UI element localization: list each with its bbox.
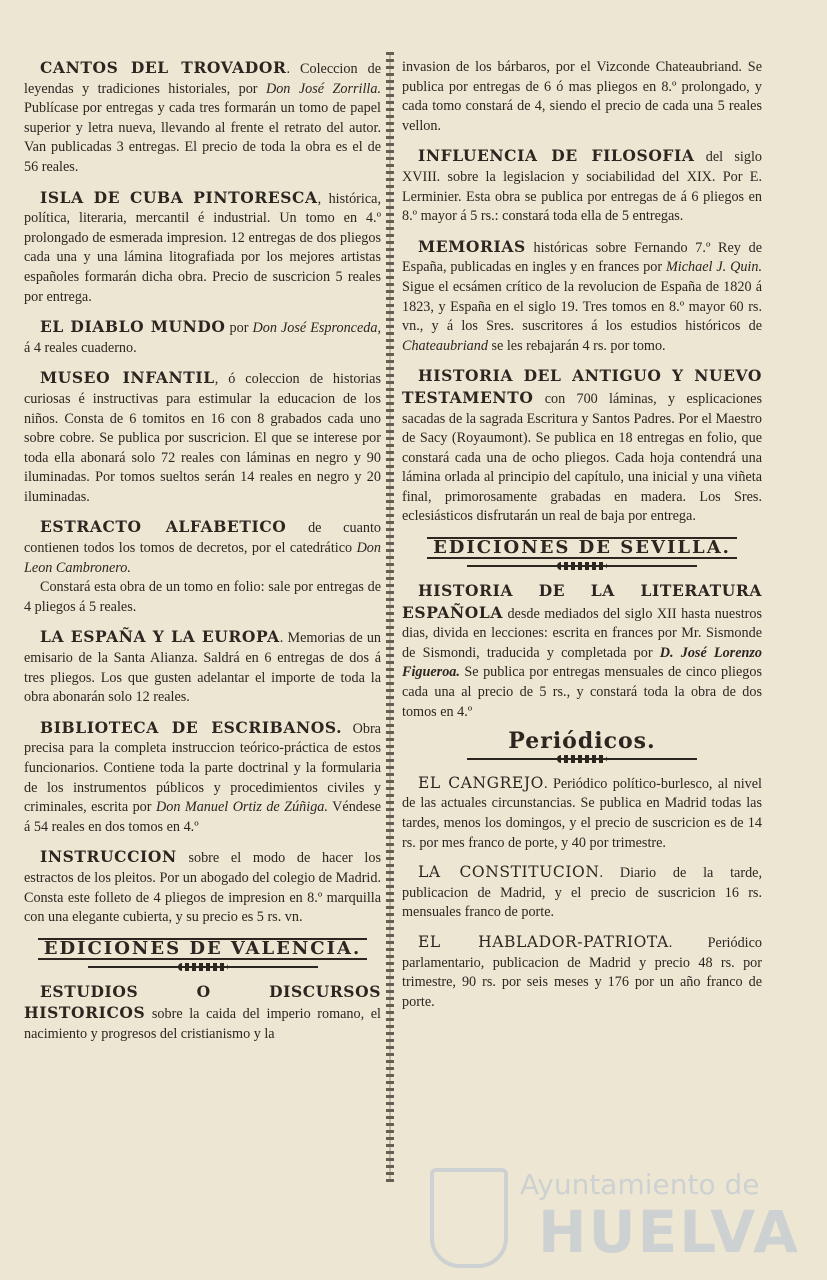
entry-text: invasion de los bárbaros, por el Vizconde Chateaubriand. Se publica por entregas de 6 ó mas pliegos en 8.º prolongado, y cada tomo constará de 4, siendo el precio de cada una 5 reales vellon. xyxy=(402,59,762,134)
entry-text: á 4 reales cuaderno. xyxy=(24,339,137,356)
entry-heading: ESTRACTO ALFABETICO xyxy=(40,517,287,537)
section-title-valencia: EDICIONES DE VALENCIA. xyxy=(24,938,381,960)
ornament-rule xyxy=(467,754,697,764)
entry-text: Sigue el ecsámen crítico de la revolucion de España de 1820 á 1823, y España en el siglo 19. Tres tomos en 8.º mayor 60 rs. vn., y á los Sres. suscritores á los estudios históricos de xyxy=(402,278,762,335)
entry-text: Obra precisa para la completa instruccion teórico-práctica de estos funcionarios. Contiene toda la parte doctrinal y la formularia de los instrumentos públicos y procedimientos civiles y criminales, escrita por xyxy=(24,720,381,816)
entry-heading: HISTORIA DEL ANTIGUO Y NUEVO TESTAMENTO xyxy=(402,366,762,407)
entry-heading: INFLUENCIA DE FILOSOFIA xyxy=(418,146,695,166)
left-column xyxy=(24,58,381,1055)
entry-text: . Diario de la tarde, publicacion de Madrid, y el precio de suscricion 16 rs. mensuales franco de porte. xyxy=(402,865,763,921)
entry-text: por xyxy=(225,320,253,337)
shield-icon xyxy=(430,1168,508,1268)
entry-author: Chateaubriand xyxy=(402,337,488,354)
entry-text: Se publica por entregas mensuales de cinco pliegos cada una al precio de 5 rs., y constará toda la obra de dos tomos en 4.º xyxy=(402,664,762,720)
entry-heading: INSTRUCCION xyxy=(40,847,177,867)
entry-historia-literatura xyxy=(402,581,762,722)
entry-author: D. José Lorenzo Figueroa. xyxy=(402,644,762,681)
entry-heading: MEMORIAS xyxy=(418,236,526,256)
entry-biblioteca-escribanos xyxy=(24,718,381,838)
entry-text: . Periódico político-burlesco, al nivel de las actuales circunstancias. Se publica en Madrid todas las tardes, menos los domingos, y el precio de suscricion es de 14 rs. por mes franco de porte, y 40 por trimestre. xyxy=(402,775,762,851)
entry-influencia-filosofia xyxy=(402,146,762,226)
entry-estracto-alfabetico xyxy=(24,517,381,617)
entry-instruccion xyxy=(24,847,381,927)
entry-continuation xyxy=(402,58,762,136)
entry-text: Publícase por entregas y cada tres formarán un tomo de papel superior y letra nueva, llevando al frente el retrato del autor. Van publicadas 3 entregas. El precio de toda la obra es el de 56 reales. xyxy=(24,100,381,175)
entry-text: históricas sobre Fernando 7.º Rey de España, publicadas en ingles y en frances por xyxy=(402,239,762,276)
entry-estudios-historicos xyxy=(24,982,381,1045)
entry-cantos-del-trovador xyxy=(24,58,381,178)
entry-heading: ESTUDIOS O DISCURSOS HISTORICOS xyxy=(24,981,381,1023)
ornament-rule xyxy=(467,561,697,571)
entry-text: . Memorias de un emisario de la Santa Alianza. Saldrá en 6 entregas de dos á tres pliegos. Los que gusten adelantar el importe de toda la obra abonarán solo 12 reales. xyxy=(24,630,382,706)
entry-heading: EL CANGREJO xyxy=(418,773,544,792)
entry-text: del siglo XVIII. sobre la legislacion y sociabilidad del XIX. Por E. Lerminier. Esta obra se publica por entregas de á 6 pliegos en 8.º mayor á 5 rs.: constará toda ella de 5 entregas. xyxy=(402,149,762,225)
entry-text: . Coleccion de leyendas y tradiciones historiales, por xyxy=(24,61,381,97)
entry-text: de cuanto contienen todos los tomos de decretos, por el catedrático xyxy=(24,520,381,557)
archive-watermark xyxy=(420,1160,801,1270)
entry-author: Don Leon Cambronero. xyxy=(24,540,381,576)
entry-heading: HISTORIA DE LA LITERATURA ESPAÑOLA xyxy=(402,581,762,622)
entry-isla-de-cuba xyxy=(24,188,381,308)
watermark-line1: Ayuntamiento de xyxy=(520,1168,760,1201)
section-title-periodicos: Periódicos. xyxy=(508,728,656,755)
entry-text: , histórica, política, literaria, mercantil é industrial. Un tomo en 4.º prolongado de esmerada impresion. 12 entregas de dos pliegos cada una y una lámina litografiada por los mejores artistas españoles formarán dicha obra. Precio de suscricion 5 reales por entrega. xyxy=(24,190,381,305)
entry-heading: BIBLIOTECA DE ESCRIBANOS. xyxy=(40,717,343,737)
entry-memorias xyxy=(402,237,762,357)
entry-hablador-patriota xyxy=(402,933,762,1012)
entry-text: con 700 láminas, y esplicaciones sacadas de la sagrada Escritura y Santos Padres. Por el Maestro de Sacy (Royaumont). Se publica en 18 entregas en folio, que constará cada una de ocho pliegos. Cada hoja contendrá una lámina orlada al principio del capítulo, una inicial y una viñeta final, primorosamente grabadas en madera. Los Sres. eclesiásticos disfrutarán un real de baja por entrega. xyxy=(402,390,762,525)
entry-text: Constará esta obra de un tomo en folio: sale por entregas de 4 pliegos á 5 reales. xyxy=(24,579,381,615)
entry-heading: CANTOS DEL TROVADOR xyxy=(40,58,287,77)
entry-author: Don José Zorrilla. xyxy=(265,80,381,97)
watermark-line2: HUELVA xyxy=(538,1198,801,1266)
right-column xyxy=(402,58,762,1022)
entry-text: . Periódico parlamentario, publicacion de Madrid y precio 48 rs. por trimestre, 90 rs. por seis meses y 176 por un año franco de porte. xyxy=(402,934,763,1010)
entry-heading: EL HABLADOR-PATRIOTA xyxy=(418,932,669,951)
entry-museo-infantil xyxy=(24,368,381,507)
entry-text: desde mediados del siglo XII hasta nuestros dias, divida en lecciones: escrita en frances por Mr. Sismonde de Sismondi, traducida y completada por xyxy=(402,605,762,661)
entry-el-cangrejo xyxy=(402,774,762,853)
entry-text: , ó coleccion de historias curiosas é instructivas para estimular la educacion de los niños. Consta de 6 tomitos en 16 con 8 grabados cada uno sobre cobre. Se publica por suscricion. El que se interese por toda ella abonará solo 72 reales con láminas en negro y 90 iluminadas. Por tomos sueltos serán 14 reales en negro y 20 iluminadas. xyxy=(24,371,382,505)
entry-text: Véndese á 54 reales en dos tomos en 4.º xyxy=(24,799,382,835)
entry-espana-y-europa xyxy=(24,627,381,707)
entry-author: Don Manuel Ortiz de Zúñiga. xyxy=(155,799,328,816)
section-title-sevilla: EDICIONES DE SEVILLA. xyxy=(402,537,762,559)
ornament-rule xyxy=(88,962,318,972)
entry-heading: ISLA DE CUBA PINTORESCA xyxy=(40,187,318,207)
entry-text: sobre la caida del imperio romano, el nacimiento y progresos del cristianismo y la xyxy=(24,1006,381,1042)
entry-heading: LA CONSTITUCION xyxy=(418,863,600,882)
column-divider xyxy=(386,52,394,1182)
entry-diablo-mundo xyxy=(24,317,381,358)
entry-author: Michael J. Quin. xyxy=(665,259,763,276)
entry-heading: EL DIABLO MUNDO xyxy=(40,317,226,337)
entry-heading: LA ESPAÑA Y LA EUROPA xyxy=(40,627,280,647)
entry-historia-testamento xyxy=(402,366,762,527)
entry-author: Don José Espronceda, xyxy=(252,320,382,337)
entry-la-constitucion xyxy=(402,863,762,923)
entry-heading: MUSEO INFANTIL xyxy=(40,368,215,388)
entry-text: se les rebajarán 4 rs. por tomo. xyxy=(487,337,666,354)
entry-text: sobre el modo de hacer los estractos de los pleitos. Por un abogado del colegio de Madrid. Consta este folleto de 4 pliegos de impresion en 8.º marquilla con una elegante cubierta, y su precio es 5 rs. vn. xyxy=(24,850,381,926)
